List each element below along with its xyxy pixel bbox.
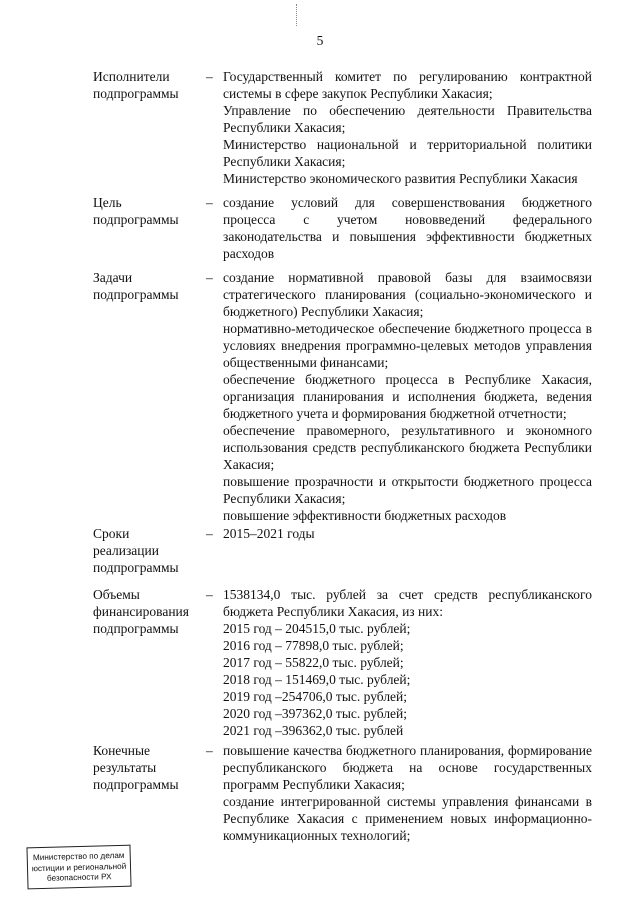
row-content: повышение качества бюджетного планирования, формирование республиканского бюджета на основе государственных программ Республики Хакасия; создание интегрированной системы управления финансами в Республике Хакасия с применением новых информационно-коммуникационных технологий; <box>223 743 592 843</box>
row-label: Объемы финансирования подпрограммы <box>93 587 189 636</box>
row-content: создание условий для совершенствования бюджетного процесса с учетом нововведений федерального законодательства и повышения эффективности бюджетных расходов <box>223 195 592 261</box>
page-number: 5 <box>316 33 324 48</box>
ministry-stamp: Министерство по делам юстиции и региональной безопасности РХ <box>26 845 131 890</box>
row-content: 1538134,0 тыс. рублей за счет средств республиканского бюджета Республики Хакасия, из них: 2015 год – 204515,0 тыс. рублей; 2016 год – 77898,0 тыс. рублей; 2017 год – 55822,0 тыс. рублей; 2018 год – 151469,0 тыс. рублей; 2019 год –254706,0 тыс. рублей; 2020 год –397362,0 тыс. рублей; 2021 год –396362,0 тыс. рублей <box>223 587 592 738</box>
row-content: 2015–2021 годы <box>223 526 315 541</box>
row-content: создание нормативной правовой базы для взаимосвязи стратегического планирования (социально-экономического и бюджетного) Республики Хакасия; нормативно-методическое обеспечение бюджетного процесса в условиях внедрения программно-целевых методов управления общественными финансами; обеспечение бюджетного процесса в Республике Хакасия, организация планирования и исполнения бюджета, ведения бюджетного учета и формирования бюджетной отчетности; обеспечение правомерного, результативного и экономного использования средств республиканского бюджета Республики Хакасия; повышение прозрачности и открытости бюджетного процесса Республики Хакасия; повышение эффективности бюджетных расходов <box>223 270 592 523</box>
row-dash: – <box>206 270 213 285</box>
row-label: Цель подпрограммы <box>93 195 179 227</box>
row-dash: – <box>206 526 213 541</box>
fold-mark <box>296 4 297 26</box>
row-dash: – <box>206 195 213 210</box>
row-label: Конечные результаты подпрограммы <box>93 743 179 792</box>
row-dash: – <box>206 587 213 602</box>
row-label: Задачи подпрограммы <box>93 270 179 302</box>
row-content: Государственный комитет по регулированию контрактной системы в сфере закупок Республики Хакасия; Управление по обеспечению деятельности Правительства Республики Хакасия; Министерство национальной и территориальной политики Республики Хакасия; Министерство экономического развития Республики Хакасия <box>223 69 592 186</box>
row-dash: – <box>206 743 213 758</box>
row-label: Сроки реализации подпрограммы <box>93 526 179 575</box>
row-dash: – <box>206 69 213 84</box>
row-label: Исполнители подпрограммы <box>93 69 179 101</box>
